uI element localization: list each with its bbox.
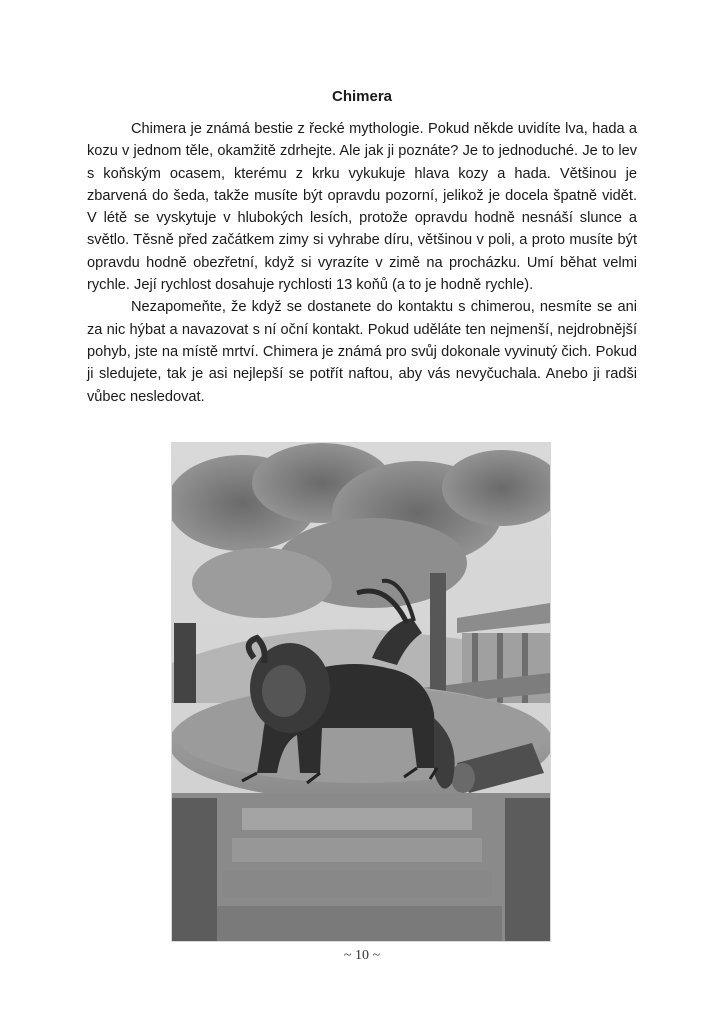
page-title: Chimera xyxy=(331,88,393,105)
page-number: ~ 10 ~ xyxy=(343,948,381,963)
drawing-svg xyxy=(172,443,550,941)
paragraph-2: Nezapomeňte, že když se dostanete do kontaktu s chimerou, nesmíte se ani za nic hýbat a navazovat s ní oční kontakt. Pokud uděláte ten nejmenší, nejdrobnější pohyb, jste na místě mrtví. Chimera je známá pro svůj dokonale vyvinutý čich. Pokud ji sledujete, tak je asi nejlepší se potřít naftou, aby vás nevyčuchala. Anebo ji radši vůbec nesledovat. xyxy=(87,299,637,405)
article-body xyxy=(87,118,637,408)
paragraph-1: Chimera je známá bestie z řecké mythologie. Pokud někde uvidíte lva, hada a kozu v jednom těle, okamžitě zdrhejte. Ale jak ji poznáte? Je to jednoduché. Je to lev s koňským ocasem, kterému z krku vykukuje hlava kozy a hada. Většinou je zbarvená do šeda, takže musíte být opravdu pozorní, jelikož je docela špatně vidět. V létě se vyskytuje v hlubokých lesích, protože opravdu hodně nesnáší slunce a světlo. Těsně před začátkem zimy si vyhrabe díru, většinou v poli, a proto musíte být opravdu hodně obezřetní, když si vyrazíte v zimě na procházku. Umí běhat velmi rychle. Její rychlost dosahuje rychlosti 13 koňů (a to je hodně rychle). xyxy=(87,121,637,294)
chimera-pencil-drawing xyxy=(171,442,551,942)
broken-column xyxy=(430,573,446,698)
stone-stairs xyxy=(172,793,550,941)
left-pillar xyxy=(174,623,196,703)
